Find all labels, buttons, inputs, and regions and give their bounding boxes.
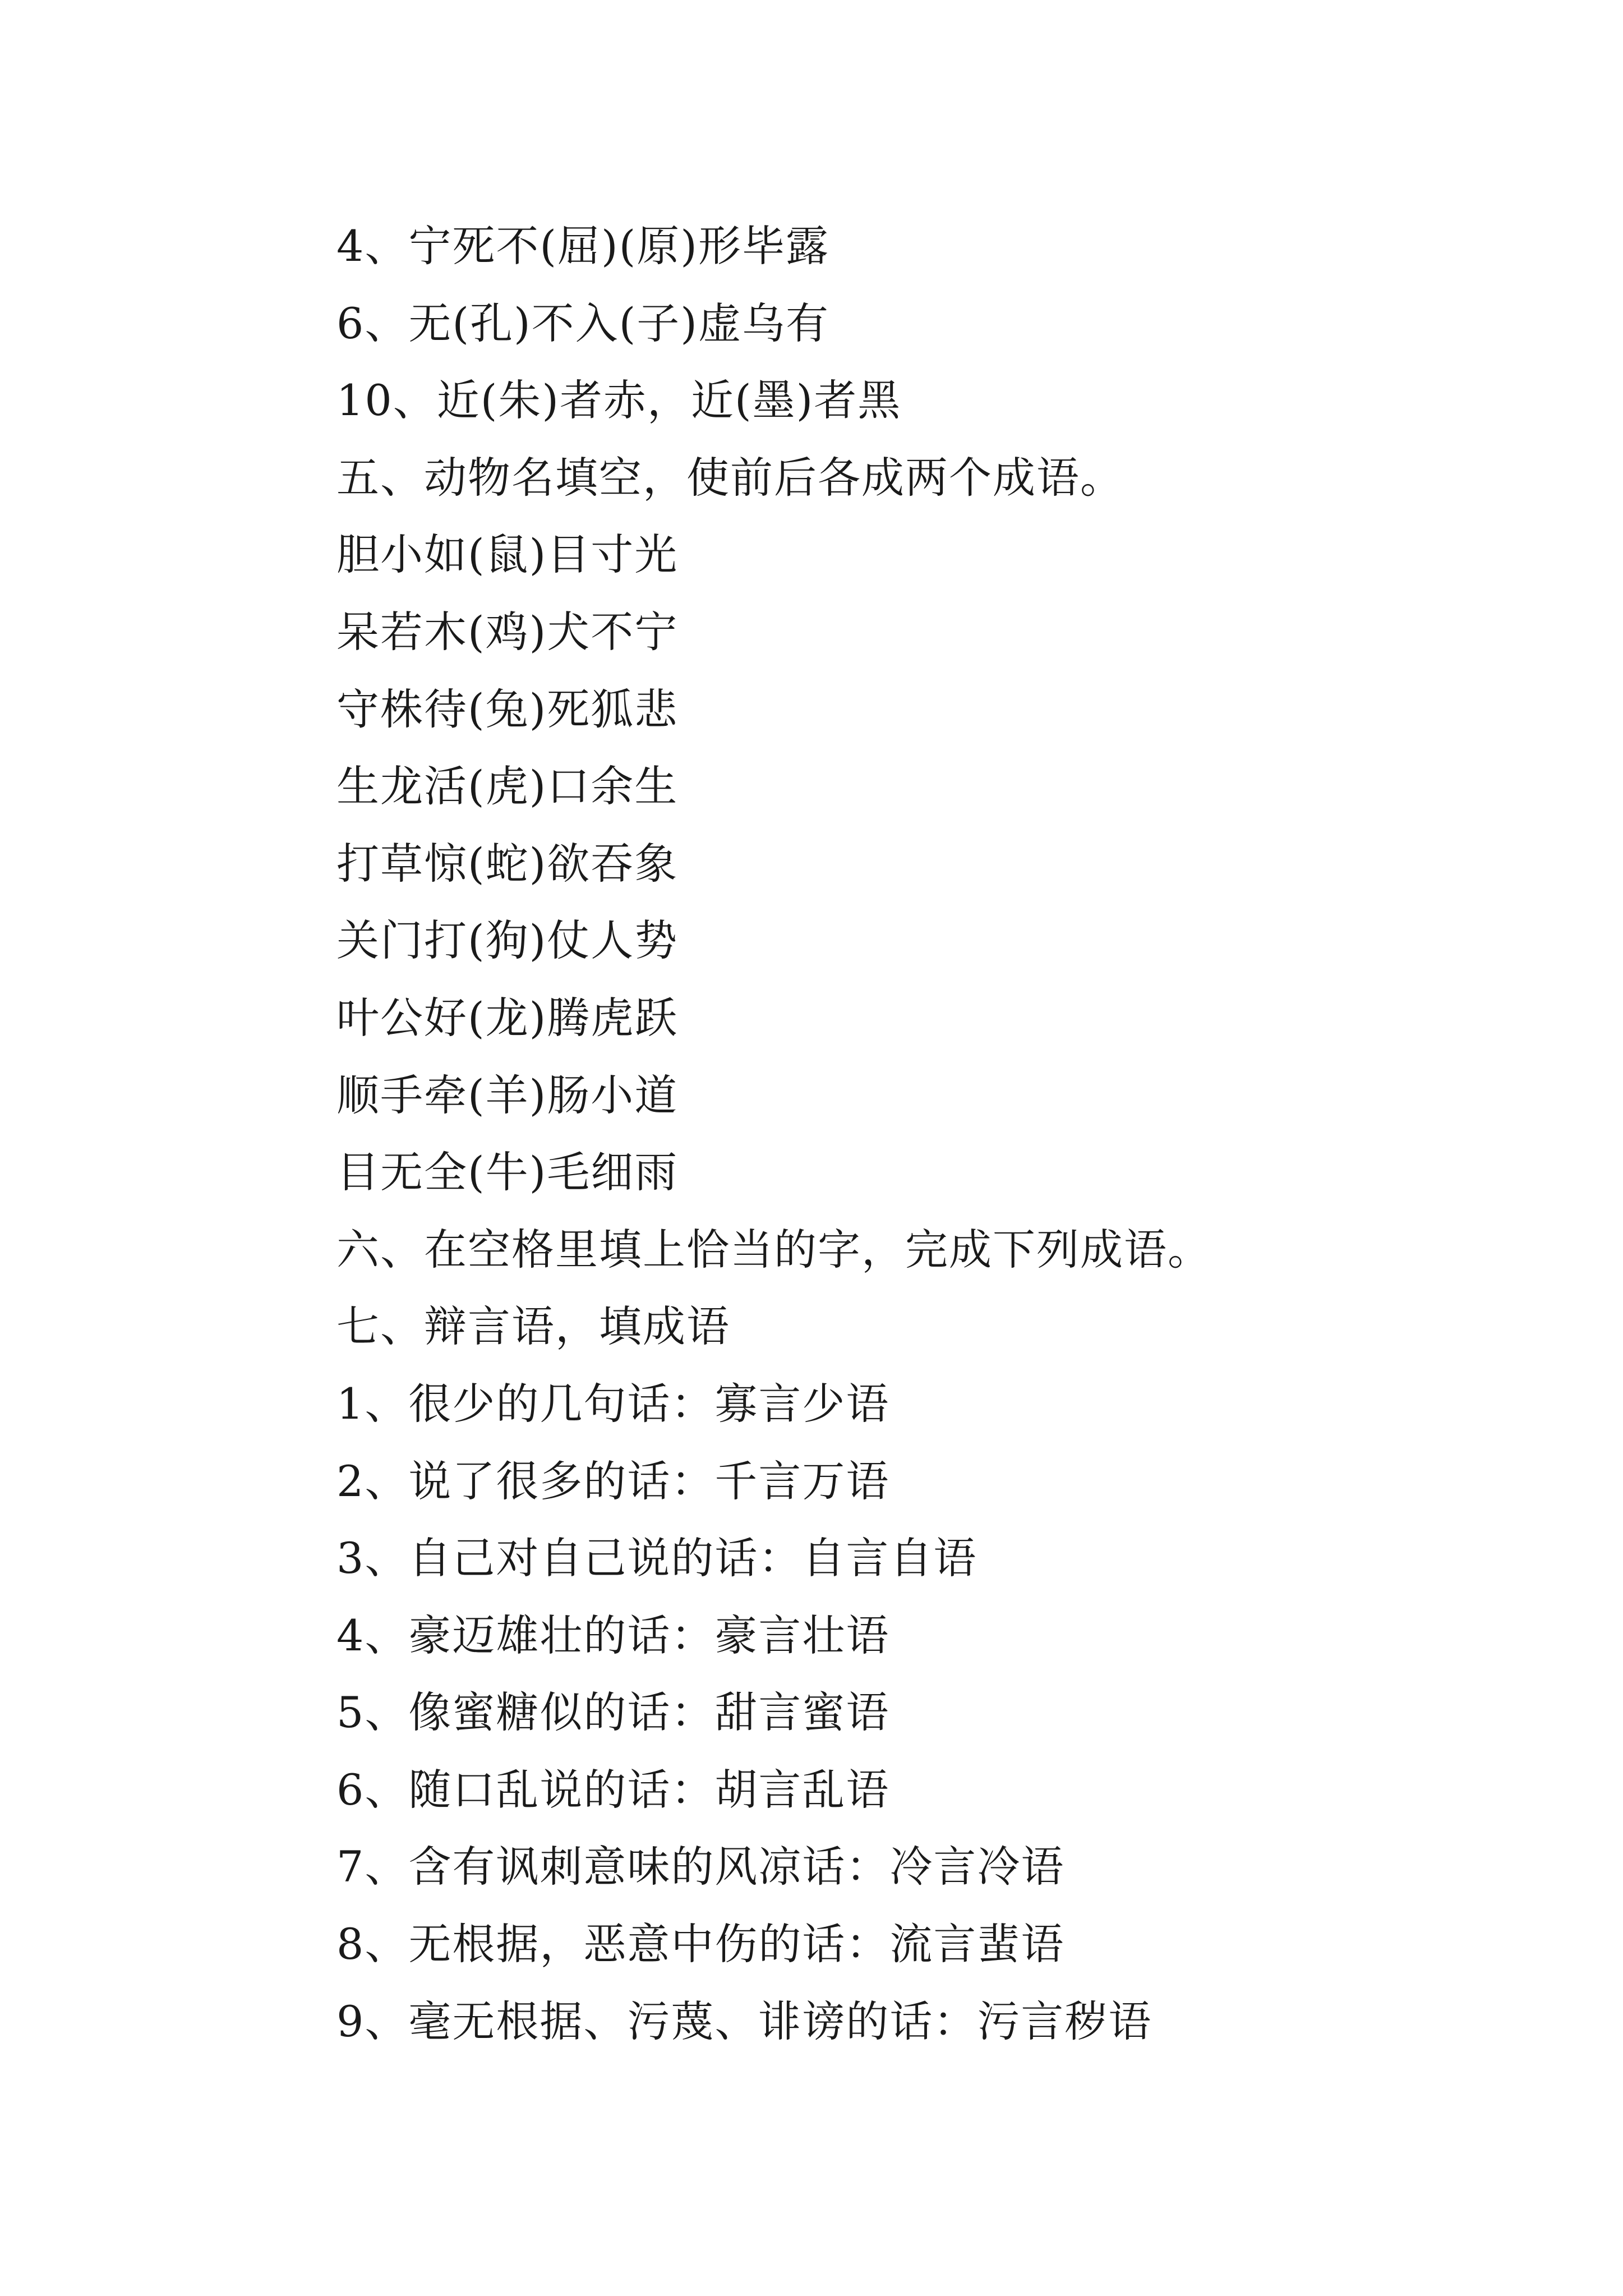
text-line: 呆若木(鸡)犬不宁 (336, 606, 679, 657)
text-line: 顺手牵(羊)肠小道 (336, 1070, 679, 1120)
text-line: 6、随口乱说的话：胡言乱语 (336, 1764, 890, 1815)
section-heading: 五、动物名填空，使前后各成两个成语。 (336, 452, 1124, 503)
text-line: 目无全(牛)毛细雨 (336, 1147, 679, 1198)
text-line: 关门打(狗)仗人势 (336, 915, 679, 966)
section-heading: 七、辩言语，填成语 (336, 1301, 730, 1352)
text-line: 7、含有讽刺意味的风凉话：冷言冷语 (336, 1842, 1065, 1892)
text-line: 3、自己对自己说的话：自言自语 (336, 1533, 978, 1584)
text-line: 6、无(孔)不入(子)虚乌有 (336, 298, 829, 348)
text-line: 胆小如(鼠)目寸光 (336, 530, 679, 580)
text-line: 5、像蜜糖似的话：甜言蜜语 (336, 1687, 890, 1738)
text-line: 4、豪迈雄壮的话：豪言壮语 (336, 1610, 890, 1660)
text-line: 生龙活(虎)口余生 (336, 761, 679, 812)
text-line: 9、毫无根据、污蔑、诽谤的话：污言秽语 (336, 1996, 1152, 2046)
text-line: 4、宁死不(屈)(原)形毕露 (336, 221, 829, 271)
text-line: 1、很少的几句话：寡言少语 (336, 1378, 890, 1429)
text-line: 打草惊(蛇)欲吞象 (336, 838, 679, 889)
text-line: 守株待(兔)死狐悲 (336, 684, 679, 734)
text-line: 10、近(朱)者赤，近(墨)者黑 (336, 375, 902, 426)
text-line: 8、无根据，恶意中伤的话：流言蜚语 (336, 1919, 1065, 1970)
text-line: 叶公好(龙)腾虎跃 (336, 992, 679, 1043)
section-heading: 六、在空格里填上恰当的字，完成下列成语。 (336, 1224, 1211, 1274)
text-lines (336, 208, 1211, 2060)
text-line: 2、说了很多的话：千言万语 (336, 1456, 890, 1506)
